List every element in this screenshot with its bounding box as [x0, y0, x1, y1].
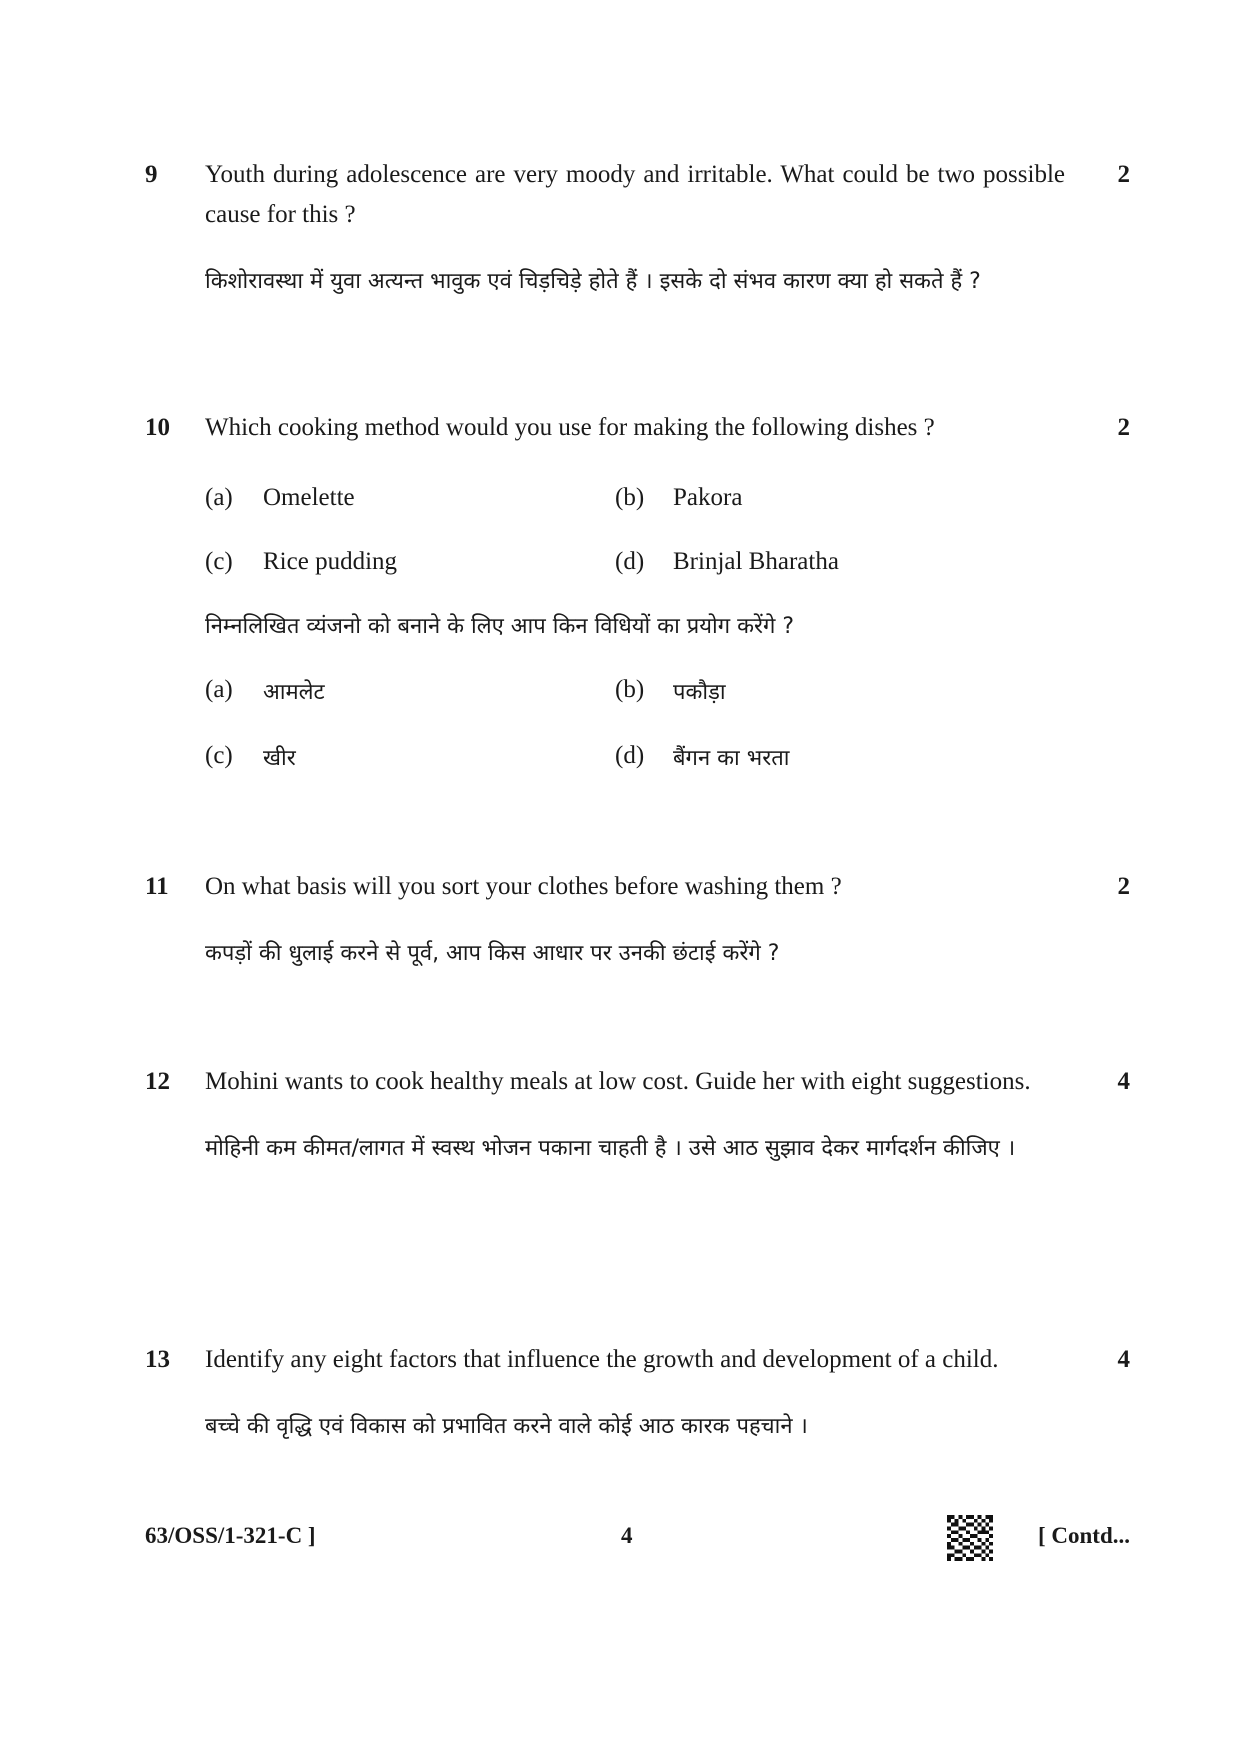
option-a	[205, 484, 615, 512]
question-number: 9	[145, 161, 158, 188]
option-c-hindi	[205, 742, 615, 772]
question-marks: 2	[1117, 161, 1130, 188]
page-footer	[145, 1515, 1130, 1565]
option-label: (c)	[205, 548, 233, 575]
question-number: 10	[145, 414, 170, 441]
page-number: 4	[621, 1523, 633, 1548]
question-text-hindi: किशोरावस्था में युवा अत्यन्त भावुक एवं चिड़चिड़े होते हैं । इसके दो संभव कारण क्या हो सकते हैं ?	[205, 269, 981, 294]
options-row	[205, 658, 1065, 724]
option-b	[615, 484, 1025, 512]
continued-label: [ Contd...	[1037, 1523, 1130, 1548]
question-9	[145, 155, 1130, 303]
qr-code-icon	[947, 1515, 993, 1561]
option-label: (a)	[205, 484, 233, 511]
question-text-hindi: कपड़ों की धुलाई करने से पूर्व, आप किस आधार पर उनकी छंटाई करेंगे ?	[205, 941, 780, 966]
option-text: Rice pudding	[263, 548, 398, 575]
question-text-english: Youth during adolescence are very moody and irritable. What could be two possible cause for this ?	[205, 161, 1065, 228]
option-text: Pakora	[673, 484, 743, 511]
option-a-hindi	[205, 676, 615, 706]
question-marks: 2	[1117, 414, 1130, 441]
option-b-hindi	[615, 676, 1025, 706]
option-text: Brinjal Bharatha	[673, 548, 839, 575]
question-number: 11	[145, 873, 169, 900]
question-text-hindi: मोहिनी कम कीमत/लागत में स्वस्थ भोजन पकाना चाहती है । उसे आठ सुझाव देकर मार्गदर्शन कीजिए ।	[205, 1136, 1016, 1161]
option-label: (d)	[615, 548, 645, 575]
option-text: Omelette	[263, 484, 355, 511]
option-text: आमलेट	[263, 680, 325, 705]
options-row	[205, 466, 1065, 530]
option-text: बैंगन का भरता	[673, 746, 790, 771]
option-label: (b)	[615, 676, 645, 703]
option-label: (d)	[615, 742, 645, 769]
option-c	[205, 548, 615, 576]
question-marks: 2	[1117, 873, 1130, 900]
option-d	[615, 548, 1025, 576]
question-marks: 4	[1117, 1068, 1130, 1095]
question-13	[145, 1340, 1130, 1448]
question-marks: 4	[1117, 1346, 1130, 1373]
question-number: 13	[145, 1346, 170, 1373]
option-text: पकौड़ा	[673, 680, 726, 705]
option-label: (a)	[205, 676, 233, 703]
question-number: 12	[145, 1068, 170, 1095]
question-text-hindi: निम्नलिखित व्यंजनो को बनाने के लिए आप किन विधियों का प्रयोग करेंगे ?	[205, 614, 795, 639]
option-text: खीर	[263, 746, 296, 771]
options-row	[205, 530, 1065, 594]
options-row	[205, 724, 1065, 790]
option-label: (c)	[205, 742, 233, 769]
paper-code: 63/OSS/1-321-C ]	[145, 1523, 316, 1548]
question-text-hindi: बच्चे की वृद्धि एवं विकास को प्रभावित करने वाले कोई आठ कारक पहचाने ।	[205, 1414, 808, 1439]
option-label: (b)	[615, 484, 645, 511]
question-text-english: Which cooking method would you use for making the following dishes ?	[205, 414, 935, 441]
question-text-english: Identify any eight factors that influence the growth and development of a child.	[205, 1346, 999, 1373]
question-text-english: On what basis will you sort your clothes before washing them ?	[205, 873, 842, 900]
question-10	[145, 408, 1130, 790]
question-11	[145, 867, 1130, 975]
options-hindi	[205, 658, 1065, 790]
question-12	[145, 1062, 1130, 1170]
option-d-hindi	[615, 742, 1025, 772]
options-english	[205, 466, 1065, 594]
question-text-english: Mohini wants to cook healthy meals at low cost. Guide her with eight suggestions.	[205, 1068, 1031, 1095]
